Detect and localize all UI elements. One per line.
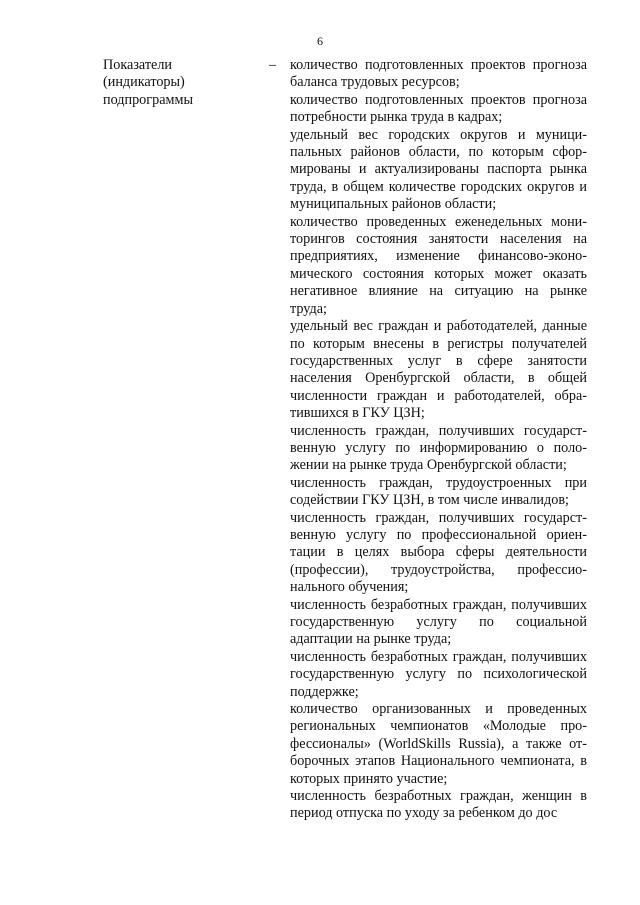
indicators-label-line: Показатели [103, 57, 173, 73]
indicator-item: количество организованных и проведенных региональных чемпионатов «Молодые профессионалы» (WorldSkills Russia), а также отборочных этапов Национального чемпионата, в которых принято участие; [290, 701, 587, 787]
indicator-item: удельный вес городских округов и муниципальных районов области, по которым сформированы и актуализированы паспорта рынка труда, в общем количестве городских округов и муниципальных районов области; [290, 126, 587, 213]
indicator-item: количество проведенных еженедельных мониторингов состояния занятости населения на предприятиях, изменение финансово-экономического состояния которых может оказать негативное влияние на ситуацию на рынке труда; [290, 213, 587, 317]
indicators-label-line: (индикаторы) [103, 74, 185, 91]
indicators-label [103, 57, 253, 109]
indicator-item: численность безработных граждан, получивших государственную услугу по социальной адаптации на рынке труда; [290, 596, 587, 648]
indicators-list [290, 57, 587, 823]
indicator-item: удельный вес граждан и работодателей, данные по которым внесены в регистры получателей государственных услуг в сфере занятости населения Оренбургской области, в общей численности граждан и работодателей, обратившихся в ГКУ ЦЗН; [290, 318, 587, 422]
indicator-item: численность безработных граждан, получивших государственную услугу по психологической поддержке; [290, 648, 587, 700]
indicator-item: численность граждан, получивших государственную услугу по информированию о положении на рынке труда Оренбургской области; [290, 422, 587, 474]
indicator-item: численность граждан, трудоустроенных при содействии ГКУ ЦЗН, в том числе инвалидов; [290, 474, 587, 509]
list-dash: – [269, 57, 277, 73]
indicator-item: численность безработных граждан, женщин в период отпуска по уходу за ребенком до дос [290, 788, 587, 822]
indicator-item: количество подготовленных проектов прогноза баланса трудовых ресурсов; [290, 57, 587, 91]
page-number: 6 [317, 34, 323, 48]
indicator-item: количество подготовленных проектов прогноза потребности рынка труда в кадрах; [290, 91, 587, 126]
indicators-label-line: подпрограммы [103, 91, 193, 108]
indicator-item: численность граждан, получивших государственную услугу по профессиональной ориентации в целях выбора сферы деятельности (профессии), трудоустройства, профессионального обучения; [290, 509, 587, 596]
